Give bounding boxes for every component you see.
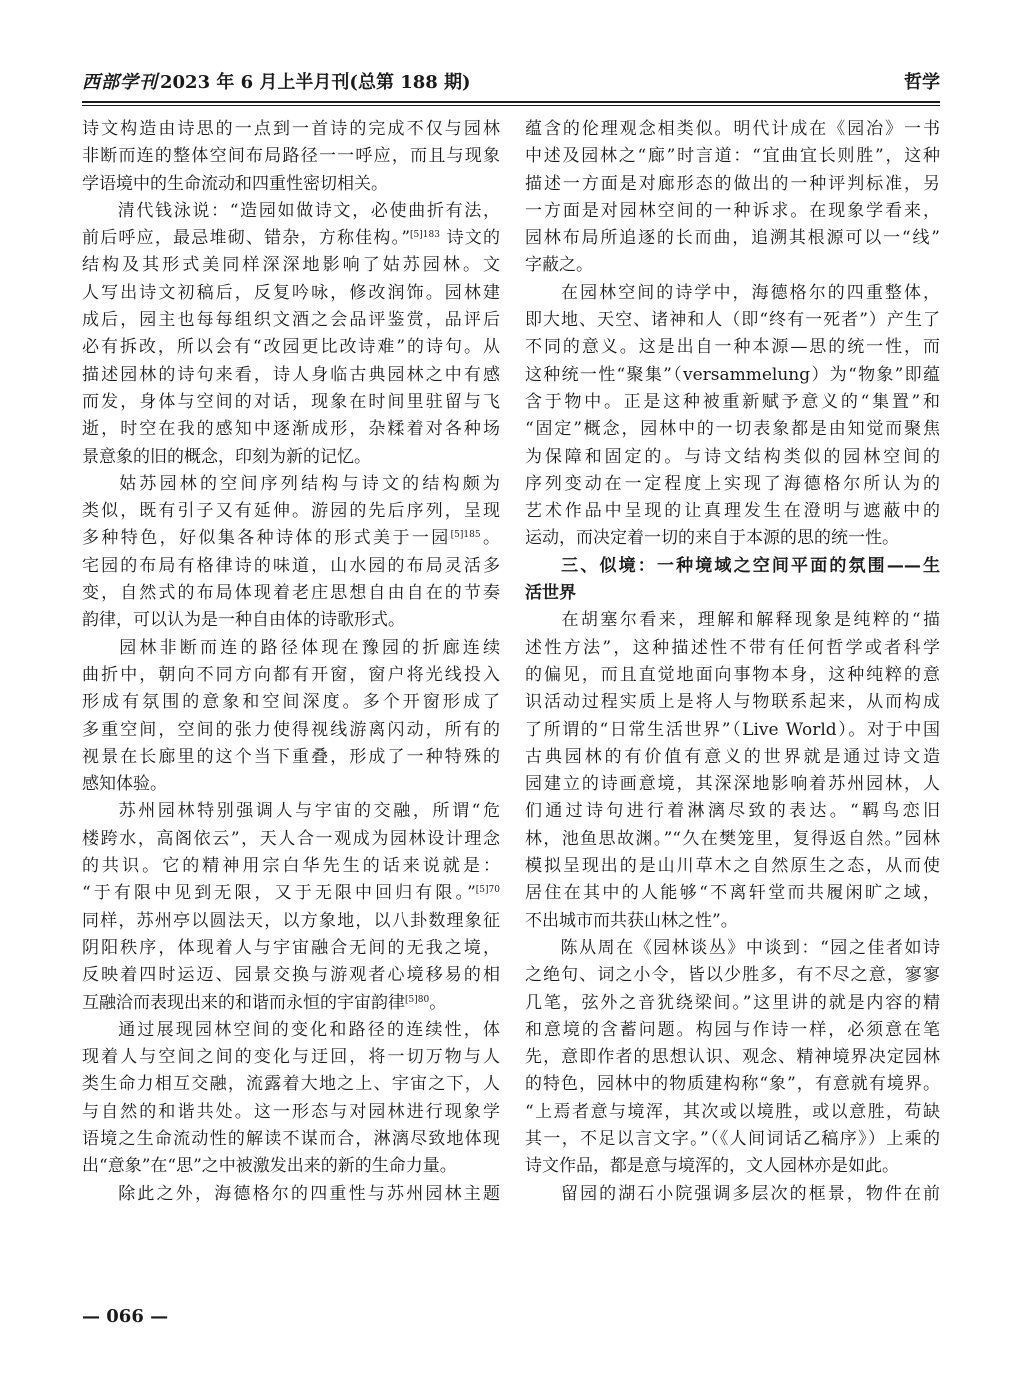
body-text-line [525,444,940,471]
body-text-line [525,826,940,853]
line-text: 现着人与空间之间的变化与迂回，将一切万物与人 [82,1047,500,1068]
body-text-line [525,307,940,334]
line-text: 而发，身体与空间的对话，现象在时间里驻留与飞 [82,391,500,412]
body-text-line [82,853,500,880]
line-text: 人写出诗文初稿后，反复吟咏，修改润饰。园林建 [82,282,500,303]
body-text-line [525,471,940,498]
journal-masthead [82,68,471,94]
line-text: 语境之生命流动性的解读不谋而合，淋漓尽致地体现 [82,1128,500,1149]
section-heading-line [525,553,940,580]
line-text: 不出城市而共获山林之性”。 [525,910,738,931]
line-text: 即大地、天空、诸神和人（即“终有一死者”）产生了 [525,310,940,331]
body-text-line [82,525,500,552]
line-text: 识活动过程实质上是将人与物联系起来，从而构成 [525,692,940,713]
line-text: 三、似境：一种境域之空间平面的氛围——生 [559,555,940,576]
body-text-line [525,908,940,935]
line-text: 的偏见，而且直觉地面向事物本身，这种纯粹的意 [525,664,940,685]
line-text-tail: 。 [480,528,500,549]
line-text: 类生命力相互交融，流露着大地之上、宇宙之下，人 [82,1074,500,1095]
header-rule-thin [82,105,940,106]
body-text-line [525,416,940,443]
line-text: 韵律，可以认为是一种自由体的诗歌形式。 [82,610,405,631]
body-text-line [82,771,500,798]
body-text-line [82,580,500,607]
section-heading-line [525,580,940,607]
body-text-line [82,1099,500,1126]
body-text-line [82,252,500,279]
running-header [82,68,940,98]
body-text-line [82,1126,500,1153]
line-text: 描述一方面是对廊形态的做出的一种评判标准，另 [525,173,940,194]
line-text: 互融洽而表现出来的和谐而永恒的宇宙韵律 [82,992,405,1013]
body-text-line [525,334,940,361]
line-text: 先，意即作者的思想认识、观念、精神境界决定园林 [525,1047,940,1068]
line-text: 含于物中。正是这种被重新赋予意义的“集置”和 [525,391,940,412]
page-number: — 066 — [82,1306,169,1327]
line-text: 字蔽之。 [525,255,593,276]
body-text-line [525,1126,940,1153]
line-text: 多重空间，空间的张力使得视线游离闪动，所有的 [82,719,500,740]
body-text-line [525,225,940,252]
line-text: 园建立的诗画意境，其深深地影响着苏州园林，人 [525,774,940,795]
body-text-line [82,1044,500,1071]
line-text: 形成有氛围的意象和空间深度。多个开窗形成了 [82,692,500,713]
body-text-line [525,198,940,225]
body-text-line [525,389,940,416]
line-text: 类似，既有引子又有延伸。游园的先后序列，呈现 [82,501,500,522]
body-text-line [82,389,500,416]
line-text: 结构及其形式美同样深深地影响了姑苏园林。文 [82,255,500,276]
body-text-line [525,498,940,525]
body-text-line [82,935,500,962]
line-text: 除此之外，海德格尔的四重性与苏州园林主题 [116,1183,500,1204]
body-text-line [82,444,500,471]
body-text-line [82,143,500,170]
line-text: 不同的意义。这是出自一种本源—思的统一性，而 [525,337,940,358]
line-text: 多种特色，好似集各种诗体的形式美于一园 [82,528,451,549]
body-text-line [82,1071,500,1098]
line-text: 了所谓的“日常生活世界”（Live World）。对于中国 [525,719,940,740]
body-text-line [82,498,500,525]
line-text: 前后呼应，最忌堆砌、错杂，方称佳构。” [82,228,411,249]
line-text: 运动，而决定着一切的来自于本源的思的统一性。 [525,528,899,549]
body-text-line [525,143,940,170]
body-text-line [525,1153,940,1180]
line-text: 为保障和固定的。与诗文结构类似的园林空间的 [525,446,940,467]
body-text-line [525,1099,940,1126]
line-text-tail: 诗文的 [439,228,500,249]
line-text: 楼跨水，高阁依云”，天人合一观成为园林设计理念 [82,828,500,849]
line-text-tail: 。 [429,992,447,1013]
right-column [525,116,940,1208]
line-text: 其一，不足以言文字。”（《人间词话乙稿序》）上乘的 [525,1128,940,1149]
line-text: 宅园的布局有格律诗的味道，山水园的布局灵活多 [82,555,500,576]
body-text-line [82,1181,500,1208]
line-text: 模拟呈现出的是山川草木之自然原生之态，从而使 [525,856,940,877]
line-text: 诗文作品，都是意与境浑的，文人园林亦是如此。 [525,1156,899,1177]
line-text: 视景在长廊里的这个当下重叠，形成了一种特殊的 [82,746,500,767]
body-text-line [82,798,500,825]
body-text-line [82,116,500,143]
body-text-line [525,771,940,798]
line-text: “于有限中见到无限，又于无限中回归有限。” [82,883,476,904]
line-text: 一方面是对园林空间的一种诉求。在现象学看来， [525,200,940,221]
body-text-line [525,717,940,744]
line-text: 在园林空间的诗学中，海德格尔的四重整体， [559,282,940,303]
line-text: 蕴含的伦理观念相类似。明代计成在《园冶》一书 [525,119,940,139]
line-text: 序列变动在一定程度上实现了海德格尔所认为的 [525,473,940,494]
body-text-line [525,880,940,907]
line-text: 清代钱泳说：“造园如做诗文，必使曲折有法， [116,200,500,221]
line-text: 苏州园林特别强调人与宇宙的交融，所谓“危 [116,801,500,822]
body-text-line [525,171,940,198]
line-text: 描述园林的诗句来看，诗人身临古典园林之中有感 [82,364,500,385]
body-text-line [82,744,500,771]
body-text-line [82,908,500,935]
issue-info: 2023 年 6 月上半月刊(总第 188 期) [160,72,471,93]
body-text-line [525,744,940,771]
journal-logo: 西部学刊 [82,72,158,93]
line-text: 园林非断而连的路径体现在豫园的折廊连续 [116,637,500,658]
body-text-line [82,1017,500,1044]
body-text-line [525,607,940,634]
line-text: 学语境中的生命流动和四重性密切相关。 [82,173,388,194]
line-text: 陈从周在《园林谈丛》中谈到：“园之佳者如诗 [559,937,940,958]
body-text-line [525,116,940,143]
line-text: 几笔，弦外之音犹绕梁间。”这里讲的就是内容的精 [525,992,940,1013]
body-text-line [525,935,940,962]
body-text-line [525,798,940,825]
body-text-line [82,1153,500,1180]
line-text: “固定”概念，园林中的一切表象都是由知觉而聚焦 [525,419,940,440]
body-text-line [82,280,500,307]
body-text-line [82,171,500,198]
body-text-line [82,717,500,744]
line-text: 的共识。它的精神用宗白华先生的话来说就是： [82,856,500,877]
line-text: 曲折中，朝向不同方向都有开窗，窗户将光线投入 [82,664,500,685]
line-text: 成后，园主也每每组织文酒之会品评鉴赏，品评后 [82,310,500,331]
line-text: 中述及园林之“廊”时言道：“宜曲宜长则胜”，这种 [525,146,940,167]
body-text-line [525,280,940,307]
body-text-line [82,826,500,853]
body-text-line [525,662,940,689]
line-text: 与自然的和谐共处。这一形态与对园林进行现象学 [82,1101,500,1122]
body-text-line [82,362,500,389]
body-text-line [525,1017,940,1044]
body-text-line [82,198,500,225]
line-text: 逝，时空在我的感知中逐渐成形，杂糅着对各种场 [82,419,500,440]
body-text-line [525,1071,940,1098]
line-text: 的特色，园林中的物质建构称“象”，有意就有境界。 [525,1074,940,1095]
citation-superscript: [5]70 [475,885,500,896]
body-text-line [525,252,940,279]
line-text: 园林布局所追逐的长而曲，追溯其根源可以一“线” [525,228,940,249]
line-text: 阴阳秩序，体现着人与宇宙融合无间的无我之境， [82,937,500,958]
body-text-line [525,525,940,552]
line-text: 景意象的旧的概念，印刻为新的记忆。 [82,446,371,467]
line-text: 古典园林的有价值有意义的世界就是通过诗文造 [525,746,940,767]
body-text-line [82,962,500,989]
body-text-line [525,990,940,1017]
line-text: 之绝句、词之小令，皆以少胜多，有不尽之意，寥寥 [525,965,940,986]
line-text: 林，池鱼思故渊。”“久在樊笼里，复得返自然。”园林 [525,828,940,849]
line-text: 在胡塞尔看来，理解和解释现象是纯粹的“描 [559,610,940,631]
body-text-line [525,1181,940,1208]
left-column [82,116,500,1208]
line-text: 反映着四时运迈、园景交换与游观者心境移易的相 [82,965,500,986]
line-text: 感知体验。 [82,774,167,795]
line-text: 们通过诗句进行着淋漓尽致的表达。“羁鸟恋旧 [525,801,940,822]
body-text-line [82,662,500,689]
line-text: 通过展现园林空间的变化和路径的连续性，体 [116,1019,500,1040]
line-text: “上焉者意与境浑，其次或以境胜，或以意胜，苟缺 [525,1101,940,1122]
line-text: 出“意象”在“思”之中被激发出来的新的生命力量。 [82,1156,457,1177]
citation-superscript: [5]80 [405,994,430,1005]
body-text-line [82,635,500,662]
body-text-line [525,853,940,880]
line-text: 必有拆改，所以会有“改园更比改诗难”的诗句。从 [82,337,500,358]
body-text-line [82,334,500,361]
header-rule [82,101,940,103]
body-text-line [525,689,940,716]
line-text: 留园的湖石小院强调多层次的框景，物件在前 [559,1183,940,1204]
body-text-line [525,962,940,989]
body-text-line [82,225,500,252]
line-text: 变，自然式的布局体现着老庄思想自由自在的节奏 [82,583,500,604]
line-text: 居住在其中的人能够“不离轩堂而共履闲旷之域， [525,883,940,904]
section-label: 哲学 [904,72,940,93]
line-text: 活世界 [525,583,576,604]
line-text: 这种统一性“聚集”（versammelung）为“物象”即蕴 [525,364,940,385]
body-text-line [82,990,500,1017]
body-text-line [525,1044,940,1071]
body-text-line [82,880,500,907]
citation-superscript: [5]185 [450,530,481,541]
line-text: 姑苏园林的空间序列结构与诗文的结构颇为 [116,473,500,494]
body-text-line [82,307,500,334]
body-text-line [82,416,500,443]
line-text: 和意境的含蓄问题。构园与作诗一样，必须意在笔 [525,1019,940,1040]
line-text: 同样，苏州亭以圆法天，以方象地，以八卦数理象征 [82,910,500,931]
body-text-line [525,362,940,389]
body-text-line [82,553,500,580]
line-text: 艺术作品中呈现的让真理发生在澄明与遮蔽中的 [525,501,940,522]
line-text: 非断而连的整体空间布局路径一一呼应，而且与现象 [82,146,500,167]
citation-superscript: [5]183 [410,230,440,241]
line-text: 诗文构造由诗思的一点到一首诗的完成不仅与园林 [82,119,500,139]
body-text-line [82,471,500,498]
body-text-line [82,689,500,716]
body-text-line [82,607,500,634]
body-text-line [525,635,940,662]
line-text: 述性方法”，这种描述性不带有任何哲学或者科学 [525,637,940,658]
